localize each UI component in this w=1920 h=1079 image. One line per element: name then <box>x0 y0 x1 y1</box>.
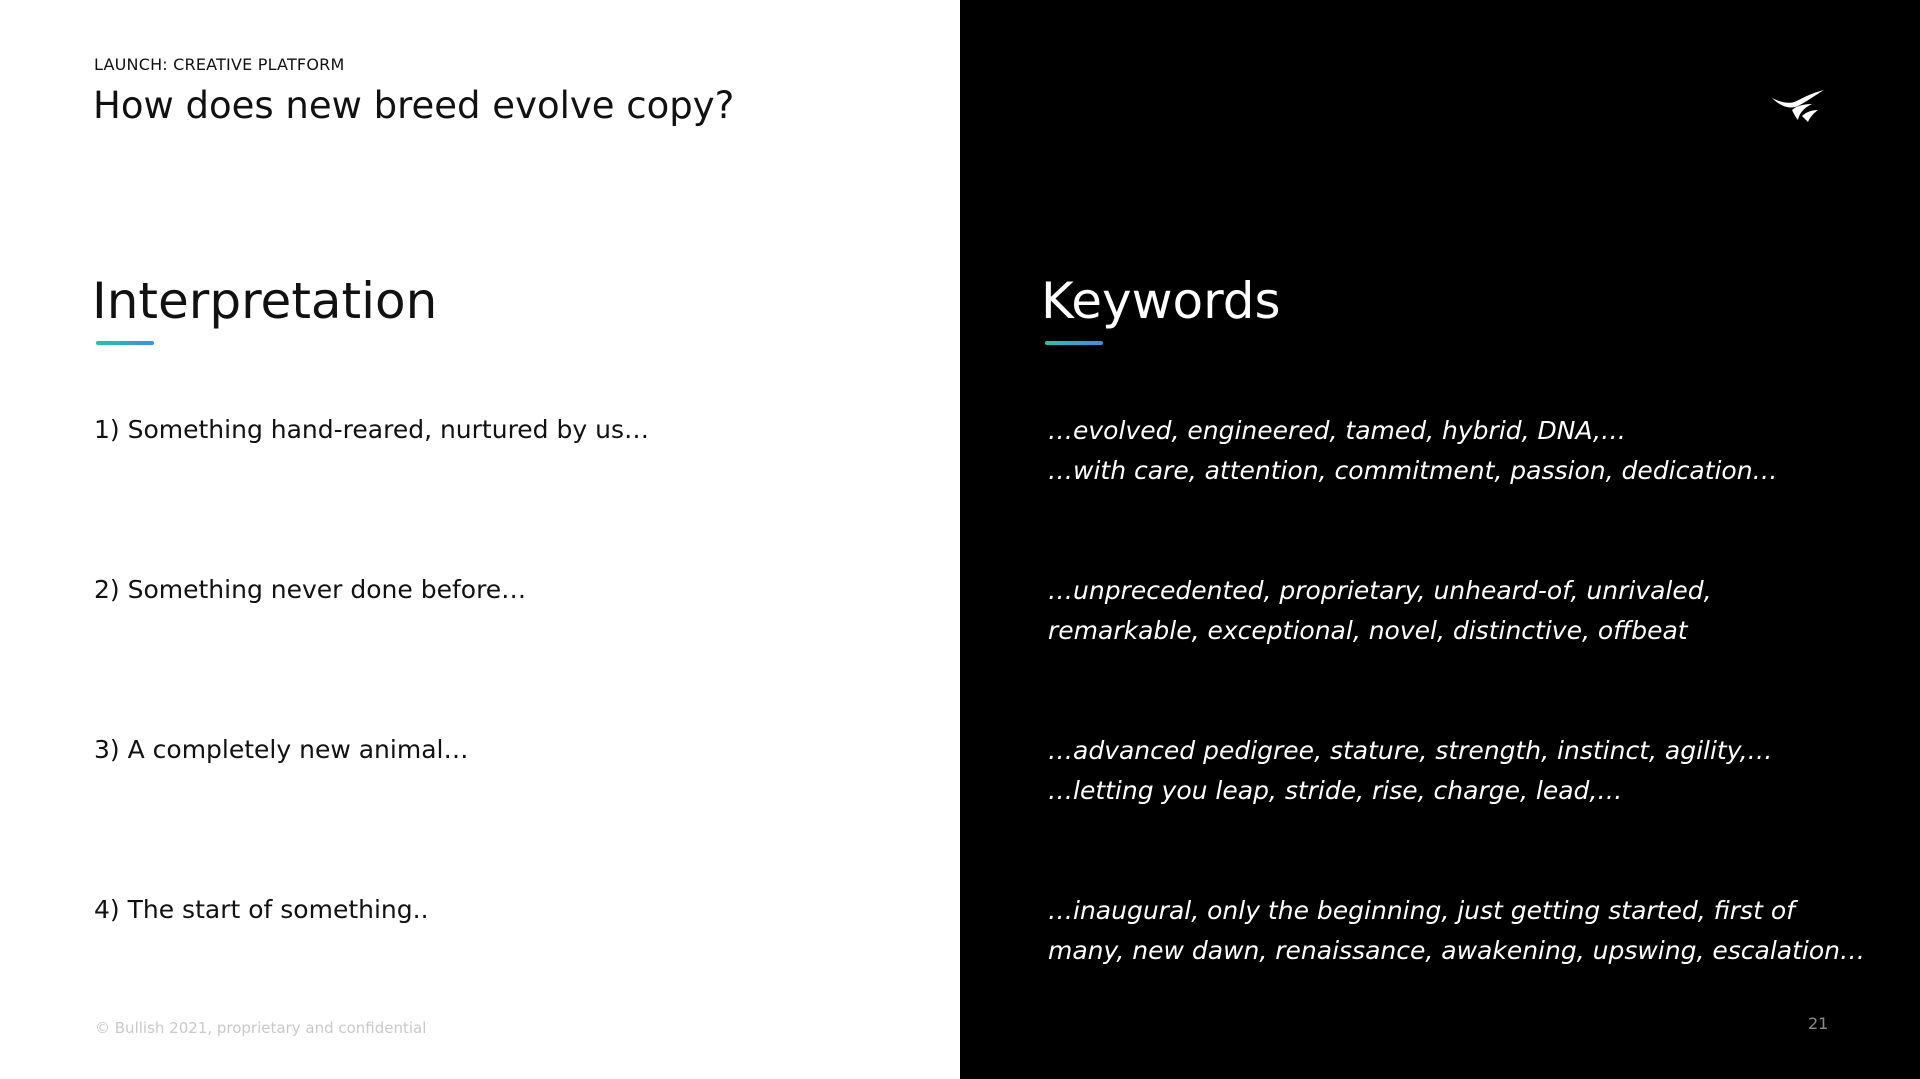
copyright-footer: © Bullish 2021, proprietary and confidential <box>95 1019 427 1037</box>
keywords-group <box>1048 731 1773 811</box>
keywords-group <box>1048 411 1778 491</box>
interpretation-underline <box>96 341 154 345</box>
slide-title: How does new breed evolve copy? <box>93 84 735 127</box>
keywords-line: …inaugural, only the beginning, just getting started, first of <box>1048 896 1795 925</box>
keywords-line: …letting you leap, stride, rise, charge, lead,… <box>1048 776 1623 805</box>
keywords-line: …advanced pedigree, stature, strength, instinct, agility,… <box>1048 736 1773 765</box>
interpretation-heading: Interpretation <box>92 272 438 330</box>
interpretation-item: 2) Something never done before… <box>94 575 527 604</box>
keywords-heading: Keywords <box>1041 272 1281 330</box>
eyebrow-label: LAUNCH: CREATIVE PLATFORM <box>94 55 345 74</box>
page-number: 21 <box>1808 1014 1829 1033</box>
keywords-line: many, new dawn, renaissance, awakening, upswing, escalation… <box>1048 936 1865 965</box>
keywords-group <box>1048 571 1712 651</box>
keywords-line: …with care, attention, commitment, passion, dedication… <box>1048 456 1778 485</box>
interpretation-item: 3) A completely new animal… <box>94 735 469 764</box>
bull-horns-icon <box>1770 88 1826 124</box>
interpretation-item: 1) Something hand-reared, nurtured by us… <box>94 415 649 444</box>
keywords-line: remarkable, exceptional, novel, distinctive, offbeat <box>1048 616 1688 645</box>
interpretation-item: 4) The start of something.. <box>94 895 429 924</box>
keywords-group <box>1048 891 1865 971</box>
keywords-underline <box>1045 341 1103 345</box>
keywords-line: …evolved, engineered, tamed, hybrid, DNA,… <box>1048 416 1627 445</box>
keywords-line: …unprecedented, proprietary, unheard-of, unrivaled, <box>1048 576 1712 605</box>
